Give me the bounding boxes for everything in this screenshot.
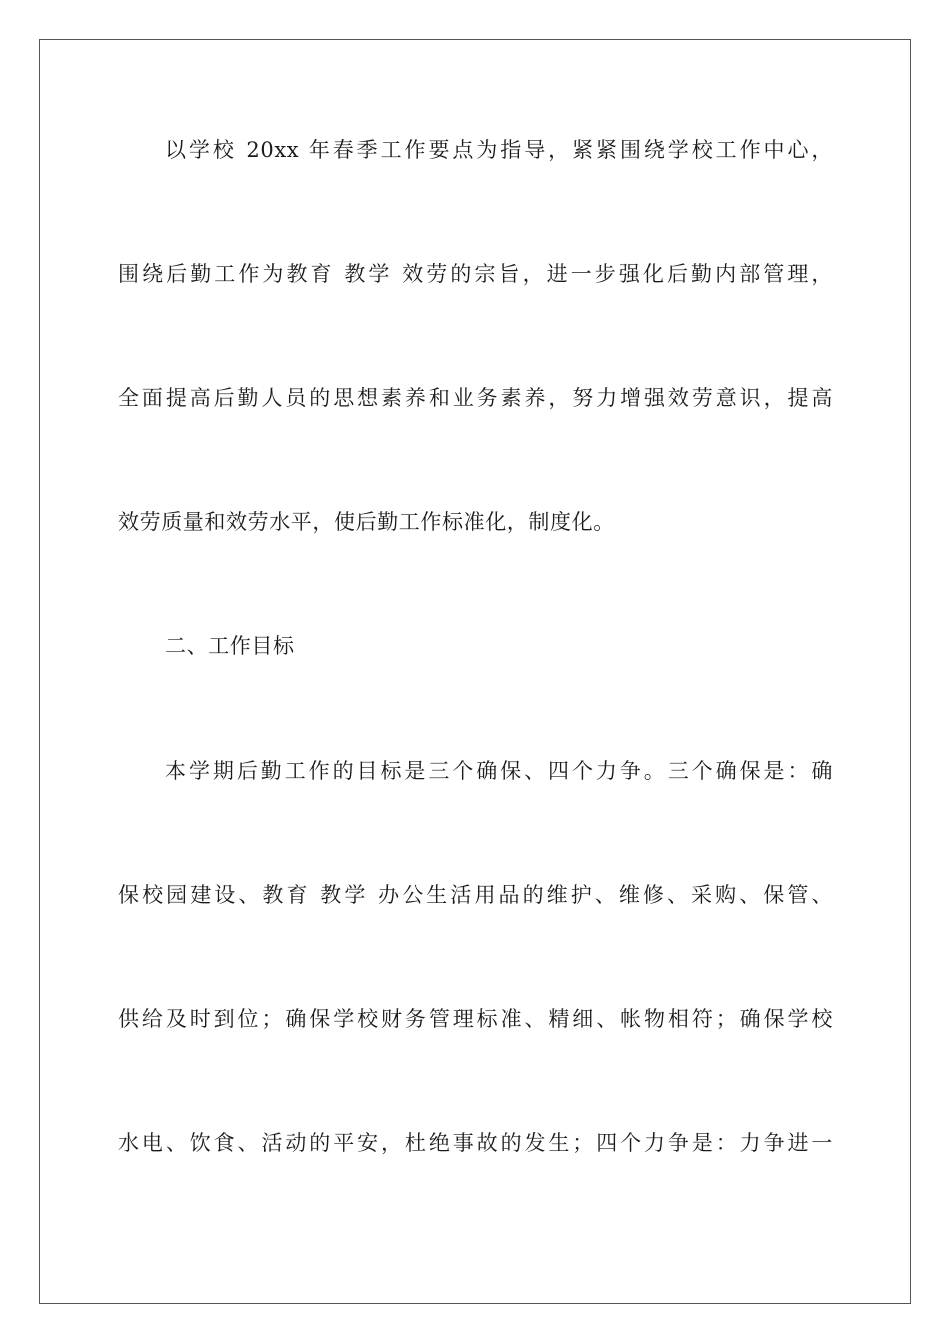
paragraph-line-4: 效劳质量和效劳水平，使后勤工作标准化，制度化。 [118, 510, 615, 534]
paragraph-line-8: 水电、饮食、活动的平安，杜绝事故的发生；四个力争是：力争进一 [118, 1131, 833, 1155]
paragraph-line-6: 保校园建设、教育 教学 办公生活用品的维护、维修、采购、保管、 [118, 883, 833, 907]
paragraph-line-3: 全面提高后勤人员的思想素养和业务素养，努力增强效劳意识，提高 [118, 386, 833, 410]
paragraph-line-7: 供给及时到位；确保学校财务管理标准、精细、帐物相符；确保学校 [118, 1007, 833, 1031]
paragraph-line-2: 围绕后勤工作为教育 教学 效劳的宗旨，进一步强化后勤内部管理， [118, 262, 833, 286]
page-border [39, 39, 911, 1304]
paragraph-line-1: 以学校 20xx 年春季工作要点为指导，紧紧围绕学校工作中心， [165, 138, 833, 162]
paragraph-line-5: 本学期后勤工作的目标是三个确保、四个力争。三个确保是：确 [165, 759, 833, 783]
section-heading: 二、工作目标 [165, 634, 295, 658]
